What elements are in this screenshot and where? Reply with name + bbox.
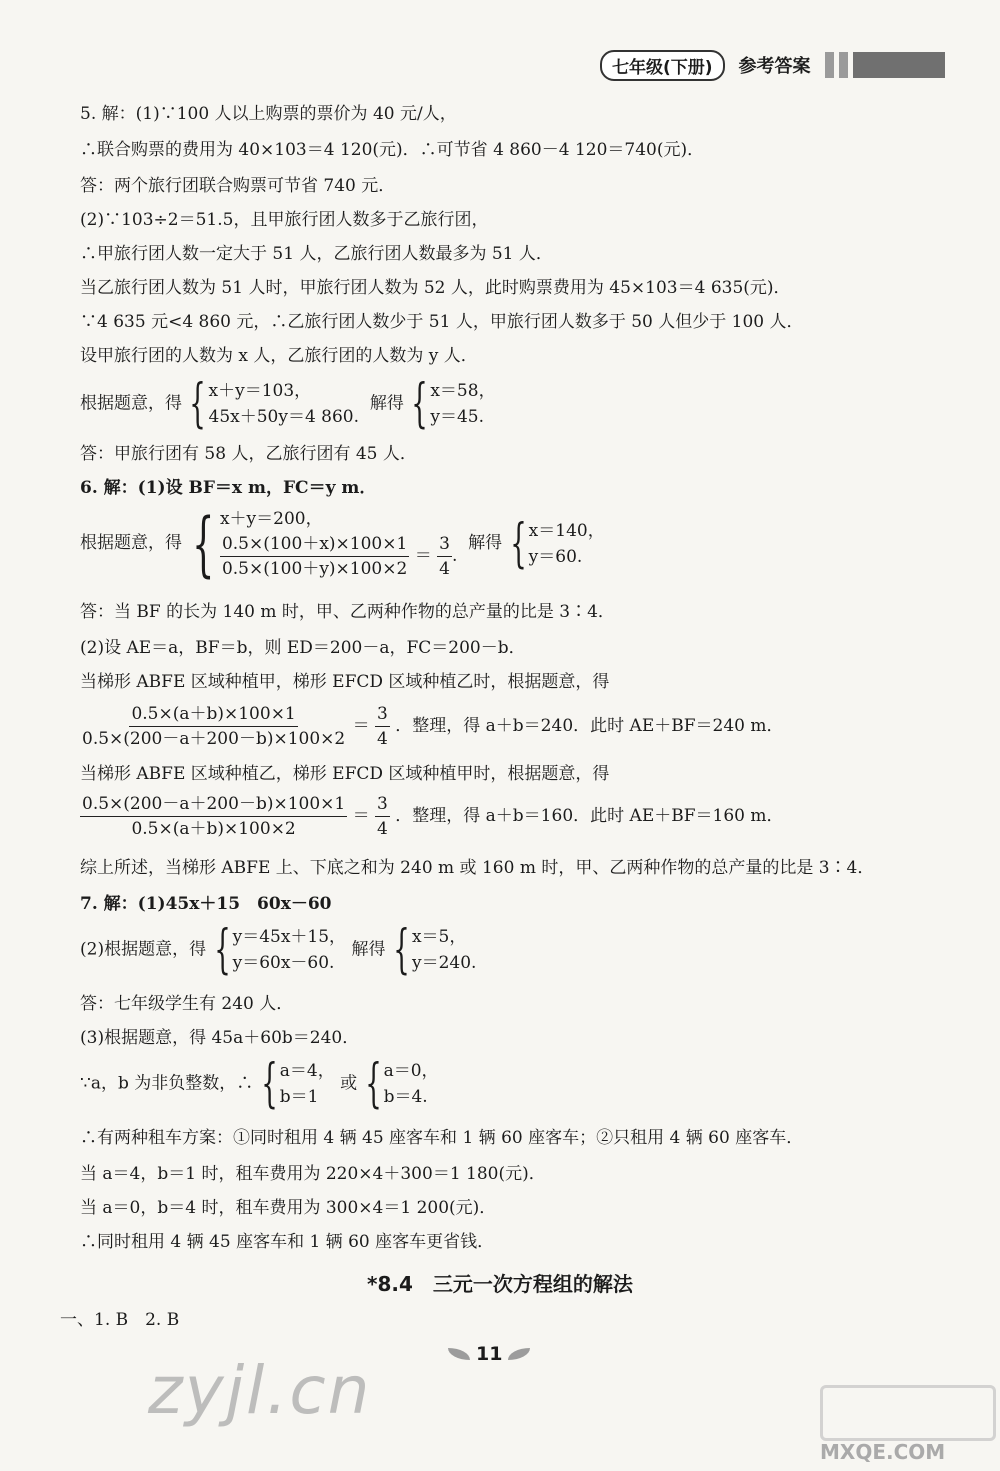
text-line: 5. 解：(1)∵100 人以上购票的票价为 40 元/人， — [80, 104, 457, 124]
equation-system — [212, 920, 347, 980]
equation: x＝140， — [528, 520, 605, 541]
decor-bar — [839, 52, 848, 78]
equation: y＝45. — [430, 407, 484, 427]
fraction: $\frac{0.5\times(200-a+200-b)\times 100\times 1}{0.5\times(a+b)\times 100\times 2}$ — [82, 794, 346, 839]
fraction: $\frac{3}{4}$ — [377, 794, 388, 839]
page-number-text: 11 — [476, 1343, 503, 1365]
text-line: ∴同时租用 4 辆 45 座客车和 1 辆 60 座客车更省钱． — [80, 1232, 495, 1252]
equation-system — [187, 374, 360, 434]
equation: a＝0， — [383, 1061, 439, 1081]
text-line: ∴甲旅行团人数一定大于 51 人，乙旅行团人数最多为 51 人． — [80, 244, 553, 264]
grade-tag: 七年级(下册) — [600, 50, 725, 81]
text-line: 7. 解：(1)45x＋15 60x－60 — [80, 894, 332, 914]
text-line: 一、1. B 2. B — [60, 1310, 180, 1330]
text-line: 当梯形 ABFE 区域种植乙，梯形 EFCD 区域种植甲时，根据题意，得 — [80, 764, 610, 784]
page-header — [600, 50, 992, 80]
text-line: (2)设 AE＝a，BF＝b，则 ED＝200－a，FC＝200－b． — [80, 638, 526, 658]
equation-label: (2)根据题意，得 — [80, 939, 207, 960]
equation-system-line — [80, 502, 605, 585]
text-line: 答：甲旅行团有 58 人，乙旅行团有 45 人． — [80, 444, 417, 464]
page-number — [448, 1343, 530, 1365]
text-line: 当乙旅行团人数为 51 人时，甲旅行团人数为 52 人，此时购票费用为 45×103＝4 635(元)． — [80, 278, 791, 298]
equation: a＝4， — [279, 1061, 335, 1081]
equation: x＋y＝103， — [208, 381, 312, 401]
text-line: 当 a＝4，b＝1 时，租车费用为 220×4＋300＝1 180(元)． — [80, 1164, 546, 1184]
solve-label: 解得 — [351, 939, 386, 960]
text-line: 当梯形 ABFE 区域种植甲，梯形 EFCD 区域种植乙时，根据题意，得 — [80, 672, 610, 692]
text-line: (3)根据题意，得 45a＋60b＝240． — [80, 1028, 360, 1048]
text-line: ∵4 635 元<4 860 元，∴乙旅行团人数少于 51 人，甲旅行团人数多于 50 人但少于 100 人． — [80, 312, 804, 332]
or-label: 或 — [340, 1073, 358, 1094]
solve-label: 解得 — [468, 533, 503, 553]
equation: b＝1 — [279, 1087, 319, 1107]
fraction: $\frac{3}{4}$ — [439, 534, 450, 579]
decor-bar — [853, 52, 945, 78]
section-title: *8.4 三元一次方程组的解法 — [367, 1272, 633, 1296]
equation-label: 根据题意，得 — [80, 393, 182, 414]
text-line: ∴联合购票的费用为 40×103＝4 120(元)．∴可节省 4 860－4 120＝740(元)． — [80, 140, 705, 160]
text-line: 答：当 BF 的长为 140 m 时，甲、乙两种作物的总产量的比是 3∶4． — [80, 602, 615, 622]
brace: { — [364, 1054, 382, 1114]
equation: x＋y＝200， — [219, 509, 323, 529]
text-line: 答：七年级学生有 240 人． — [80, 994, 294, 1014]
text-line: 当 a＝0，b＝4 时，租车费用为 300×4＝1 200(元)． — [80, 1198, 497, 1218]
brace: { — [192, 502, 215, 585]
text-line: (2)∵103÷2＝51.5，且甲旅行团人数多于乙旅行团， — [80, 210, 489, 230]
watermark-url: MXQE.COM — [820, 1440, 946, 1464]
brace: { — [213, 920, 231, 980]
equation-system — [259, 1054, 335, 1114]
equation: x＝58， — [430, 381, 496, 401]
text-line: ∴有两种租车方案：①同时租用 4 辆 45 座客车和 1 辆 60 座客车；②只租用 4 辆 60 座客车． — [80, 1128, 804, 1148]
solve-label: 解得 — [369, 393, 404, 414]
solution-system — [391, 920, 477, 980]
equation-system: { x＋y＝200， $\frac{0.5\times(100+x)\times 100\times 1}{0.5\times(100+y)\times 100\times 2}$ ＝ $\frac{3}{4}$ . — [192, 502, 458, 585]
equation: y＝45x＋15， — [232, 927, 347, 947]
equation-system-line — [80, 374, 496, 434]
fraction: $\frac{0.5\times(a+b)\times 100\times 1}{0.5\times(200-a+200-b)\times 100\times 2}$ — [82, 704, 346, 749]
fraction: $\frac{0.5\times(100+x)\times 100\times 1}{0.5\times(100+y)\times 100\times 2}$ — [221, 534, 408, 579]
leaf-icon — [508, 1348, 530, 1360]
brace: { — [411, 374, 429, 434]
equation: 45x＋50y＝4 860. — [208, 407, 360, 427]
fraction-line: $\frac{0.5\times(a+b)\times 100\times 1}{0.5\times(200-a+200-b)\times 100\times 2}$ ＝ $\frac{3}{4}$ ．整理，得 a＋b＝240．此时 AE＋BF＝240 m． — [82, 704, 784, 749]
fraction: $\frac{3}{4}$ — [377, 704, 388, 749]
equation-system-line — [80, 920, 477, 980]
text-line: 6. 解：(1)设 BF＝x m，FC＝y m． — [80, 478, 377, 498]
equation: y＝240. — [411, 953, 477, 973]
solution-system — [508, 513, 605, 574]
decor-bar — [825, 52, 834, 78]
equation-label: 根据题意，得 — [80, 533, 182, 553]
text-line: 设甲旅行团的人数为 x 人，乙旅行团的人数为 y 人． — [80, 346, 478, 366]
fraction-line: $\frac{0.5\times(200-a+200-b)\times 100\times 1}{0.5\times(a+b)\times 100\times 2}$ ＝ $\frac{3}{4}$ ．整理，得 a＋b＝160．此时 AE＋BF＝160 m． — [82, 794, 784, 839]
header-decor-bars — [825, 52, 945, 78]
equation: y＝60. — [528, 546, 583, 567]
brace: { — [509, 513, 527, 574]
equation: y＝60x－60. — [232, 953, 335, 973]
solution-system — [409, 374, 496, 434]
leaf-icon — [448, 1348, 470, 1360]
brace: { — [393, 920, 410, 980]
text-line: 综上所述，当梯形 ABFE 上、下底之和为 240 m 或 160 m 时，甲、乙两种作物的总产量的比是 3∶4． — [80, 858, 875, 878]
equation: b＝4. — [383, 1087, 428, 1107]
brace: { — [189, 374, 207, 434]
text-line: 答：两个旅行团联合购票可节省 740 元． — [80, 176, 396, 196]
watermark: zyjl.cn — [148, 1352, 372, 1429]
answers-tag: 参考答案 — [738, 56, 811, 77]
watermark-logo — [820, 1385, 996, 1441]
equation-label: ∵a，b 为非负整数，∴ — [80, 1073, 254, 1094]
equation: x＝5， — [411, 927, 467, 947]
equation-system — [363, 1054, 439, 1114]
brace: { — [260, 1054, 278, 1114]
equation-system-line — [80, 1054, 439, 1114]
